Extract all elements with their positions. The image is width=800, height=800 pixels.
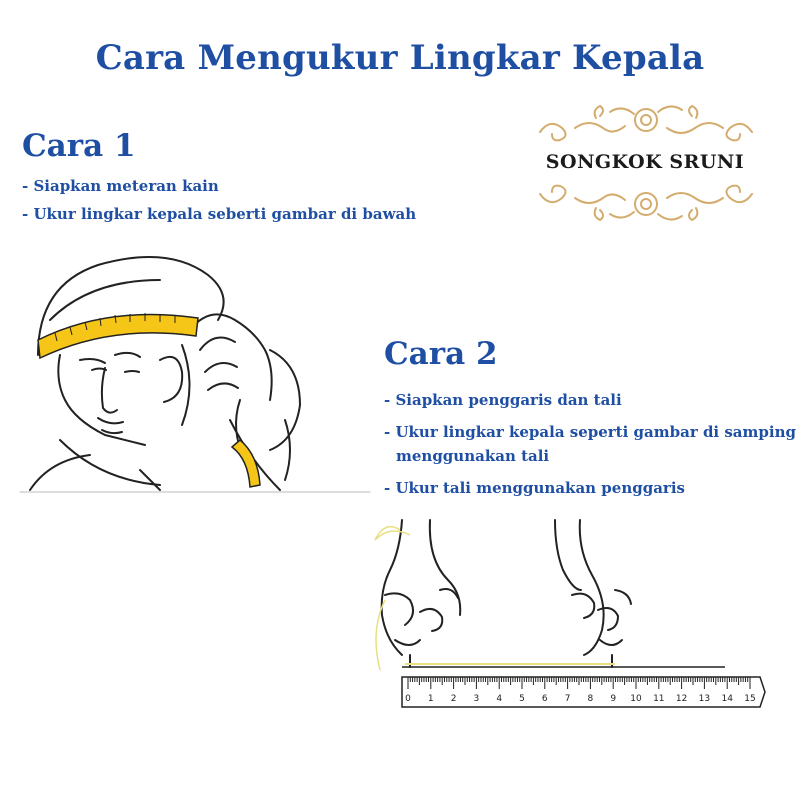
method2-heading: Cara 2 bbox=[384, 336, 498, 372]
ruler-label: 0 bbox=[405, 694, 411, 704]
logo-text: SONGKOK SRUNI bbox=[545, 151, 745, 173]
ruler-label: 11 bbox=[653, 694, 665, 704]
ruler-label: 1 bbox=[427, 694, 434, 704]
page-title: Cara Mengukur Lingkar Kepala bbox=[95, 38, 705, 78]
method2-step: - Ukur tali menggunakan penggaris bbox=[384, 479, 685, 497]
ruler-label: 9 bbox=[610, 694, 617, 704]
ruler-label: 8 bbox=[587, 694, 594, 704]
ruler-label: 3 bbox=[473, 694, 480, 704]
method1-step: - Ukur lingkar kepala seberti gambar di bawah bbox=[22, 205, 417, 223]
method2-step: - Ukur lingkar kepala seperti gambar di samping bbox=[384, 423, 796, 441]
ruler-label: 14 bbox=[721, 694, 733, 704]
ruler-label: 7 bbox=[564, 694, 571, 704]
ruler-label: 4 bbox=[496, 694, 503, 704]
ruler-label: 12 bbox=[675, 694, 688, 704]
ruler-label: 15 bbox=[744, 694, 756, 704]
method2-step: - Siapkan penggaris dan tali bbox=[384, 391, 622, 409]
ruler-label: 13 bbox=[698, 694, 711, 704]
ruler-label: 10 bbox=[630, 694, 642, 704]
method1-heading: Cara 1 bbox=[22, 128, 136, 164]
method2-step: menggunakan tali bbox=[396, 447, 550, 465]
method1-step: - Siapkan meteran kain bbox=[22, 177, 219, 195]
ruler-label: 5 bbox=[519, 694, 525, 704]
ruler-label: 6 bbox=[541, 694, 548, 704]
ruler-label: 2 bbox=[450, 694, 457, 704]
